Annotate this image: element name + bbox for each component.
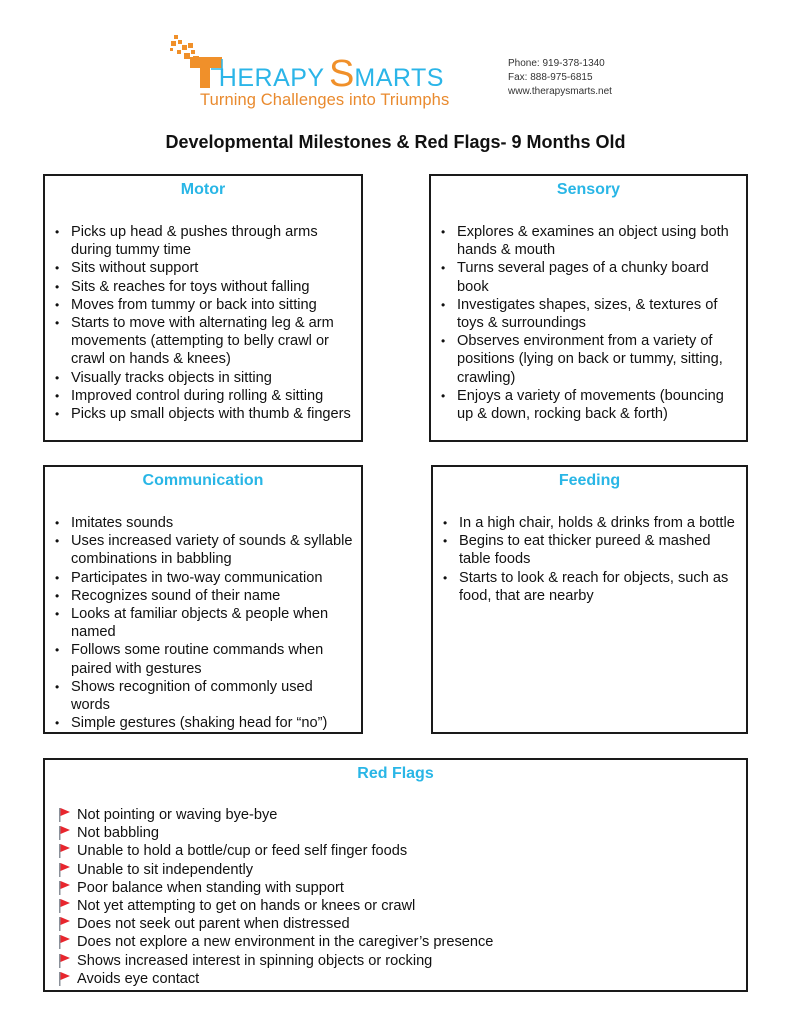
bullet-icon: • [55,643,60,658]
list-item: • Participates in two-way communication [55,569,323,586]
list-item: • Picks up head & pushes through arms during tummy time [55,224,318,259]
red-flag-icon [59,881,71,895]
list-item: • Starts to move with alternating leg & arm movements (attempting to belly crawl or crawl on hands & knees) [55,315,334,368]
bullet-icon: • [55,407,60,422]
list-item: Poor balance when standing with support [55,879,740,897]
bullet-icon: • [55,588,60,603]
red-flag-icon [59,899,71,913]
bullet-icon: • [55,570,60,585]
bullet-icon: • [441,297,446,312]
list-item: Does not explore a new environment in the caregiver’s presence [55,933,740,951]
bullet-icon: • [55,225,60,239]
red-flag-icon [59,826,71,840]
list-item: • In a high chair, holds & drinks from a bottle [443,515,735,531]
list-item: • Looks at familiar objects & people when named [55,606,329,641]
red-flag-icon [59,917,71,931]
bullet-icon: • [55,261,60,276]
bullet-icon: • [55,534,60,549]
logo-wordmark: HERAPY SMARTS [218,53,444,95]
sensory-list [439,223,740,423]
bullet-icon: • [441,388,446,403]
list-item: • Uses increased variety of sounds & syllable combinations in babbling [55,533,353,568]
section-title: Sensory [556,181,621,198]
logo-tagline: Turning Challenges into Triumphs [200,91,450,109]
list-item: Unable to sit independently [55,861,740,879]
motor-list [53,223,355,423]
communication-list [53,514,355,732]
bullet-icon: • [443,570,448,585]
list-item: • Recognizes sound of their name [55,587,281,604]
list-item: Unable to hold a bottle/cup or feed self finger foods [55,842,740,860]
bullet-icon: • [441,334,446,349]
communication-section [43,465,363,734]
bullet-icon: • [55,370,60,385]
list-item: • Improved control during rolling & sitting [55,387,324,404]
bullet-icon: • [441,261,446,276]
red-flag-icon [59,935,71,949]
website-link[interactable]: www.therapysmarts.net [508,86,612,97]
red-flag-icon [59,863,71,877]
bullet-icon: • [55,716,60,731]
bullet-icon: • [55,607,60,622]
list-item: Shows increased interest in spinning objects or rocking [55,952,740,970]
list-item: Not babbling [55,824,740,842]
list-item: • Turns several pages of a chunky board book [441,260,709,295]
sensory-section [429,174,748,442]
red-flag-icon [59,808,71,822]
section-title: Feeding [558,472,621,489]
red-flag-icon [59,972,71,986]
bullet-icon: • [55,516,60,530]
section-title: Red Flags [357,765,434,782]
feeding-section [431,465,748,734]
phone-number: Phone: 919-378-1340 [508,58,605,69]
bullet-icon: • [443,534,448,549]
list-item: Not yet attempting to get on hands or knees or crawl [55,897,740,915]
bullet-icon: • [55,316,60,331]
red-flag-icon [59,844,71,858]
list-item: • Starts to look & reach for objects, such as food, that are nearby [443,569,729,604]
bullet-icon: • [55,297,60,312]
list-item: • Sits without support [55,260,199,277]
contact-info [508,57,612,99]
list-item: • Shows recognition of commonly used words [55,678,313,714]
list-item: • Visually tracks objects in sitting [55,369,272,386]
list-item: • Moves from tummy or back into sitting [55,296,317,313]
list-item: Does not seek out parent when distressed [55,915,740,933]
section-title: Communication [142,472,264,489]
fax-number: Fax: 888-975-6815 [508,72,593,83]
motor-section [43,174,363,442]
feeding-list [441,514,740,605]
list-item: Avoids eye contact [55,970,740,988]
list-item: • Simple gestures (shaking head for “no”) [55,715,328,732]
red-flag-icon [59,954,71,968]
therapy-smarts-logo [168,33,488,113]
list-item: • Begins to eat thicker pureed & mashed table foods [443,533,711,568]
list-item: • Imitates sounds [55,515,174,531]
list-item: • Enjoys a variety of movements (bouncing up & down, rocking back & forth) [441,387,724,423]
list-item: • Explores & examines an object using both hands & mouth [441,224,729,259]
red-flags-section [43,758,748,992]
section-title: Motor [180,181,226,198]
list-item: • Investigates shapes, sizes, & textures of toys & surroundings [441,296,718,332]
bullet-icon: • [55,279,60,294]
list-item: • Observes environment from a variety of positions (lying on back or tummy, sitting, crawling) [441,333,723,386]
bullet-icon: • [443,516,448,530]
page-title: Developmental Milestones & Red Flags- 9 Months Old [165,132,626,152]
list-item: • Picks up small objects with thumb & fingers [55,406,351,423]
red-flags-list [55,806,740,988]
bullet-icon: • [441,225,446,239]
list-item: • Follows some routine commands when paired with gestures [55,642,324,677]
list-item: • Sits & reaches for toys without falling [55,278,310,295]
bullet-icon: • [55,388,60,403]
bullet-icon: • [55,679,60,694]
list-item: Not pointing or waving bye-bye [55,806,740,824]
